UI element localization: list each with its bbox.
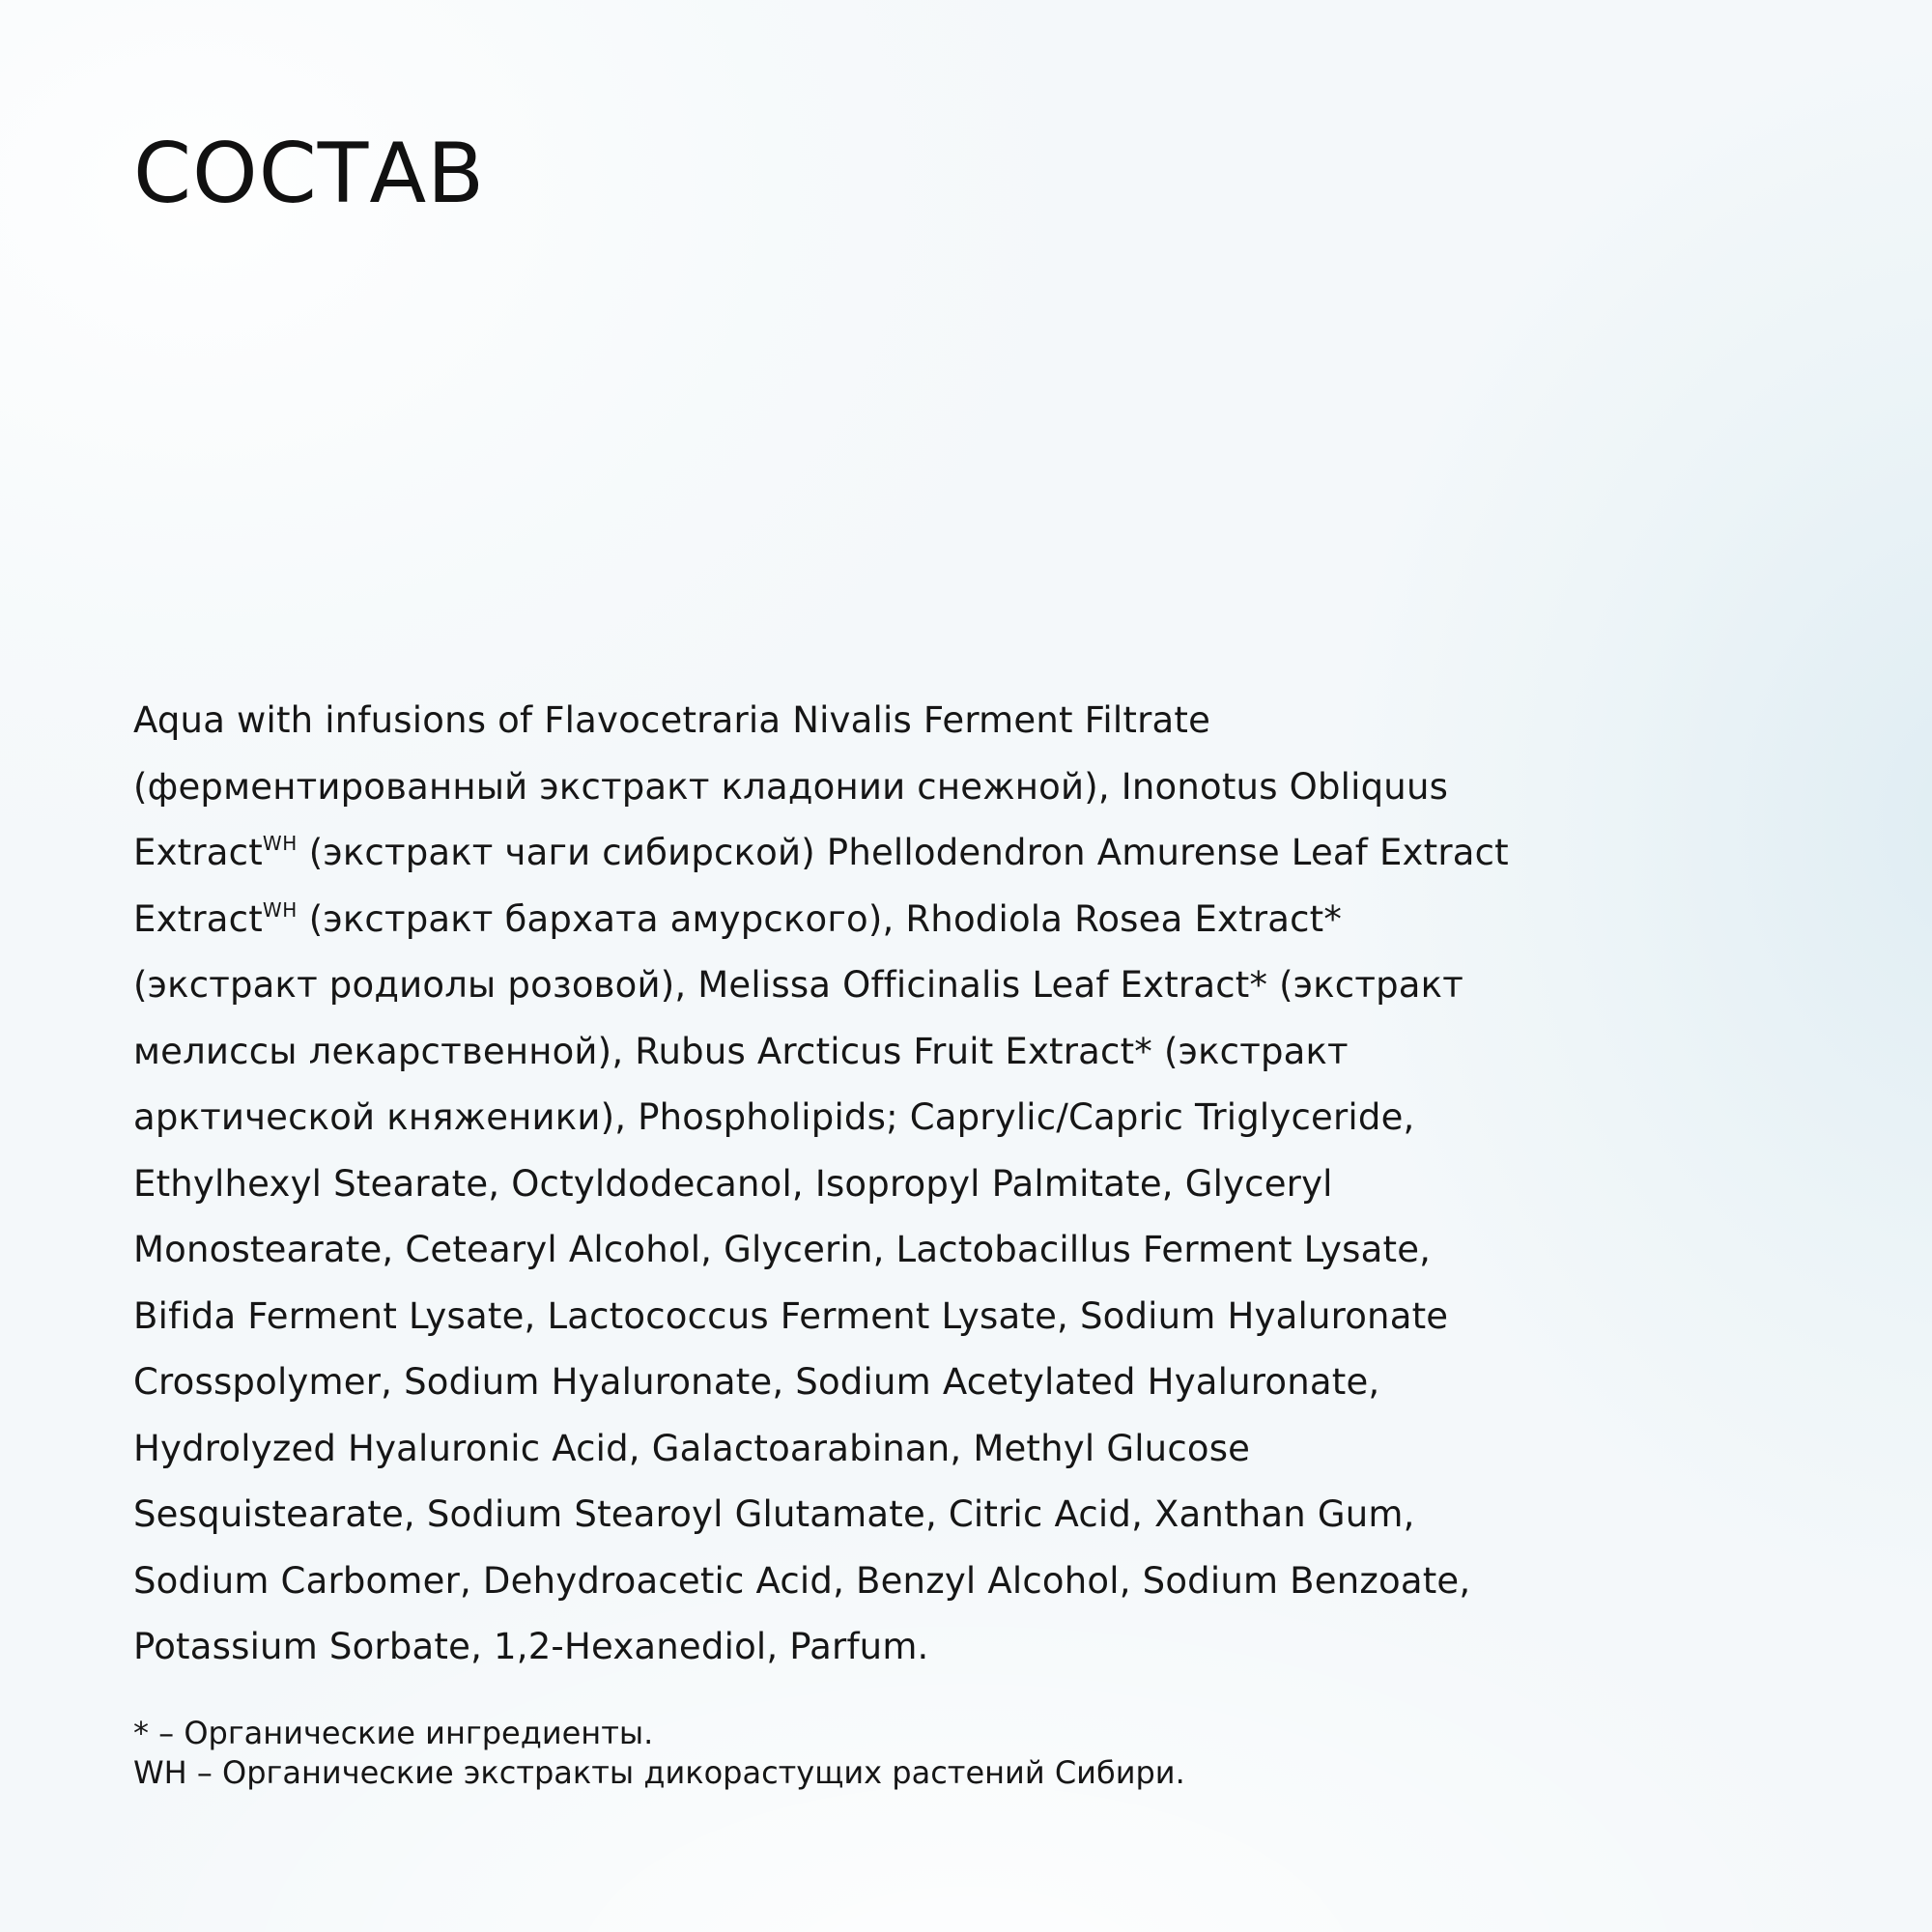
- ingredients-line: Bifida Ferment Lysate, Lactococcus Ferment Lysate, Sodium Hyaluronate: [133, 1294, 1449, 1337]
- ingredient-text: (экстракт бархата амурского), Rhodiola Rosea Extract*: [297, 897, 1343, 940]
- footnotes: [133, 1714, 1185, 1793]
- ingredients-line: Potassium Sorbate, 1,2-Hexanediol, Parfum.: [133, 1626, 929, 1667]
- ingredient-text: Extract: [133, 832, 263, 873]
- ingredients-line: Sesquistearate, Sodium Stearoyl Glutamate, Citric Acid, Xanthan Gum,: [133, 1493, 1415, 1535]
- ingredients-line: Sodium Carbomer, Dehydroacetic Acid, Benzyl Alcohol, Sodium Benzoate,: [133, 1559, 1471, 1602]
- page-title: СОСТАВ: [133, 126, 486, 222]
- ingredients-line: арктической княженики), Phospholipids; Caprylic/Capric Triglyceride,: [133, 1096, 1415, 1138]
- ingredients-line: Hydrolyzed Hyaluronic Acid, Galactoarabinan, Methyl Glucose: [133, 1427, 1251, 1469]
- ingredients-line: Aqua with infusions of Flavocetraria Nivalis Ferment Filtrate: [133, 699, 1211, 741]
- ingredients-line: [133, 820, 1804, 887]
- ingredients-list: [133, 688, 1804, 1681]
- ingredient-text: Extract: [133, 897, 263, 940]
- footnote-wild-harvest: WH – Органические экстракты дикорастущих растений Сибири.: [133, 1754, 1185, 1791]
- ingredients-line: (ферментированный экстракт кладонии снежной), Inonotus Obliquus: [133, 765, 1449, 808]
- ingredient-text: (экстракт чаги сибирской) Phellodendron Amurense Leaf Extract: [297, 832, 1509, 873]
- ingredients-line: (экстракт родиолы розовой), Melissa Officinalis Leaf Extract* (экстракт: [133, 964, 1463, 1006]
- ingredients-line: Crosspolymer, Sodium Hyaluronate, Sodium Acetylated Hyaluronate,: [133, 1361, 1380, 1403]
- ingredients-line: Ethylhexyl Stearate, Octyldodecanol, Isopropyl Palmitate, Glyceryl: [133, 1162, 1333, 1205]
- wild-harvest-superscript: WH: [262, 832, 298, 855]
- wild-harvest-superscript: WH: [262, 897, 298, 922]
- ingredients-line: [133, 887, 1804, 953]
- ingredients-line: Monostearate, Cetearyl Alcohol, Glycerin, Lactobacillus Ferment Lysate,: [133, 1229, 1432, 1270]
- footnote-organic: * – Органические ингредиенты.: [133, 1715, 654, 1751]
- ingredients-line: мелиссы лекарственной), Rubus Arcticus Fruit Extract* (экстракт: [133, 1030, 1349, 1072]
